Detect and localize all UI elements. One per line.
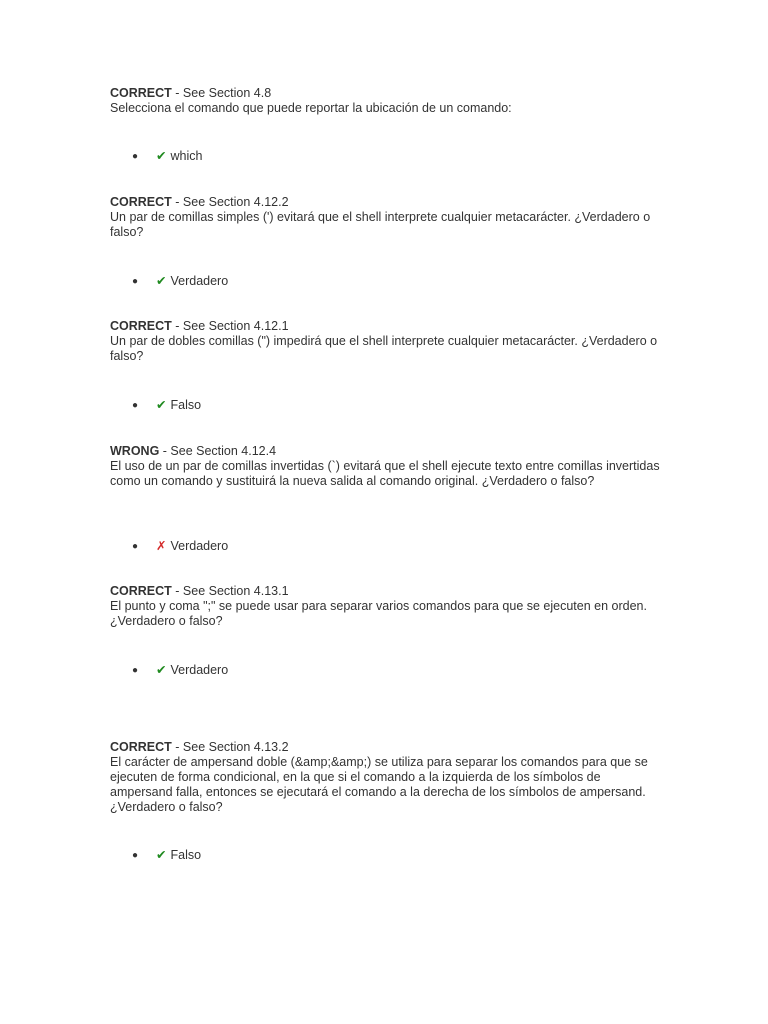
answer-text: Falso bbox=[170, 848, 202, 862]
check-icon: ✔ bbox=[156, 274, 167, 288]
question-header bbox=[110, 444, 660, 459]
question-header bbox=[110, 319, 660, 334]
bullet-icon: ● bbox=[132, 665, 139, 676]
question-block bbox=[110, 319, 660, 364]
status-label: CORRECT bbox=[110, 319, 172, 333]
answer-text: Verdadero bbox=[170, 274, 229, 288]
status-label: CORRECT bbox=[110, 584, 172, 598]
question-block bbox=[110, 444, 660, 489]
question-block bbox=[110, 86, 660, 116]
section-reference: - See Section 4.13.1 bbox=[171, 584, 289, 598]
status-label: CORRECT bbox=[110, 740, 172, 754]
answer-text: which bbox=[170, 149, 203, 163]
bullet-icon: ● bbox=[132, 151, 139, 162]
check-icon: ✔ bbox=[156, 149, 167, 163]
section-reference: - See Section 4.12.1 bbox=[171, 319, 289, 333]
answer-text: Falso bbox=[170, 398, 202, 412]
question-block bbox=[110, 740, 660, 815]
question-block bbox=[110, 584, 660, 629]
question-text: El carácter de ampersand doble (&amp;&amp;) se utiliza para separar los comandos para que se ejecuten de forma condicional, en la que si el comando a la izquierda de los símbolos de ampersand falla, entonces se ejecutará el comando a la derecha de los símbolos de ampersand. ¿Verdadero o falso? bbox=[110, 755, 648, 814]
bullet-icon: ● bbox=[132, 850, 139, 861]
answer-text: Verdadero bbox=[170, 539, 229, 553]
question-header bbox=[110, 584, 660, 599]
cross-icon: ✗ bbox=[156, 539, 167, 553]
bullet-icon: ● bbox=[132, 276, 139, 287]
section-reference: - See Section 4.12.4 bbox=[159, 444, 277, 458]
question-text: Selecciona el comando que puede reportar la ubicación de un comando: bbox=[110, 101, 512, 115]
answer-item bbox=[132, 662, 228, 679]
status-label: CORRECT bbox=[110, 195, 172, 209]
bullet-icon: ● bbox=[132, 541, 139, 552]
section-reference: - See Section 4.8 bbox=[171, 86, 272, 100]
bullet-icon: ● bbox=[132, 400, 139, 411]
section-reference: - See Section 4.13.2 bbox=[171, 740, 289, 754]
question-text: Un par de dobles comillas (") impedirá que el shell interprete cualquier metacarácter. ¿Verdadero o falso? bbox=[110, 334, 658, 363]
question-block bbox=[110, 195, 660, 240]
answer-item bbox=[132, 148, 202, 165]
section-reference: - See Section 4.12.2 bbox=[171, 195, 289, 209]
status-label: CORRECT bbox=[110, 86, 172, 100]
check-icon: ✔ bbox=[156, 848, 167, 862]
check-icon: ✔ bbox=[156, 398, 167, 412]
question-text: Un par de comillas simples (') evitará que el shell interprete cualquier metacarácter. ¿Verdadero o falso? bbox=[110, 210, 651, 239]
question-header bbox=[110, 86, 660, 101]
answer-item bbox=[132, 273, 228, 290]
question-text: El punto y coma ";" se puede usar para separar varios comandos para que se ejecuten en orden. ¿Verdadero o falso? bbox=[110, 599, 647, 628]
answer-text: Verdadero bbox=[170, 663, 229, 677]
answer-item bbox=[132, 397, 201, 414]
status-label: WRONG bbox=[110, 444, 160, 458]
question-header bbox=[110, 740, 660, 755]
question-header bbox=[110, 195, 660, 210]
question-text: El uso de un par de comillas invertidas (`) evitará que el shell ejecute texto entre comillas invertidas como un comando y sustituirá la nueva salida al comando original. ¿Verdadero o falso? bbox=[110, 459, 660, 488]
check-icon: ✔ bbox=[156, 663, 167, 677]
answer-item bbox=[132, 847, 201, 864]
answer-item bbox=[132, 538, 228, 555]
